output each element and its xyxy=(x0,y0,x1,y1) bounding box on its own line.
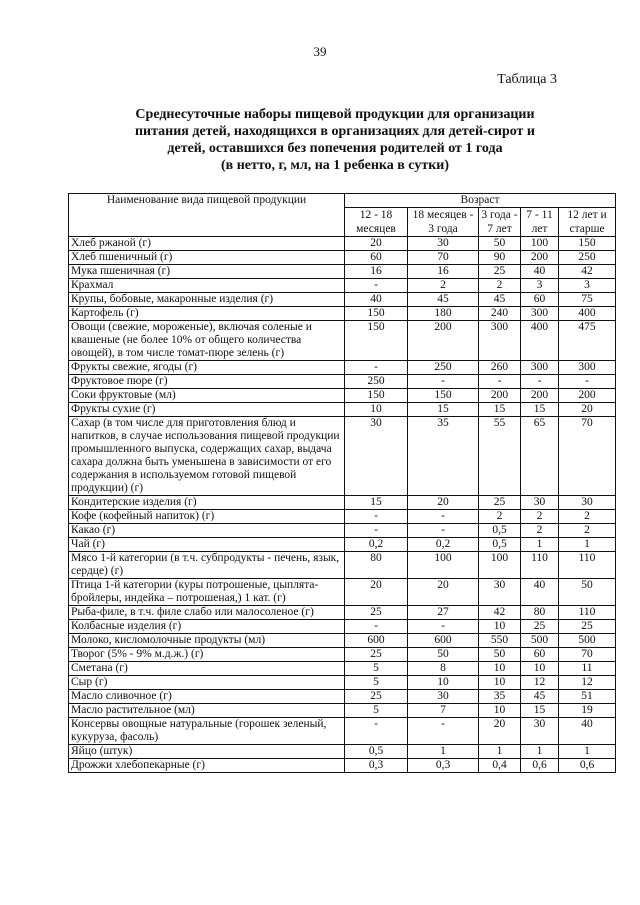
quantity-cell: 25 xyxy=(479,496,521,510)
quantity-cell: 150 xyxy=(345,307,408,321)
quantity-cell: 110 xyxy=(559,606,616,620)
product-name-cell: Дрожжи хлебопекарные (г) xyxy=(69,759,345,773)
quantity-cell: 60 xyxy=(521,648,559,662)
quantity-cell: 0,5 xyxy=(479,524,521,538)
quantity-cell: 30 xyxy=(521,496,559,510)
quantity-cell: 20 xyxy=(408,496,479,510)
page-title xyxy=(90,106,580,174)
product-name-cell: Хлеб ржаной (г) xyxy=(69,237,345,251)
quantity-cell: - xyxy=(408,510,479,524)
quantity-cell: - xyxy=(345,524,408,538)
quantity-cell: 300 xyxy=(521,361,559,375)
quantity-cell: 400 xyxy=(521,321,559,361)
quantity-cell: 2 xyxy=(521,510,559,524)
product-name-cell: Кофе (кофейный напиток) (г) xyxy=(69,510,345,524)
quantity-cell: 20 xyxy=(345,237,408,251)
product-name-cell: Фрукты свежие, ягоды (г) xyxy=(69,361,345,375)
product-name-cell: Картофель (г) xyxy=(69,307,345,321)
table-row xyxy=(69,662,616,676)
quantity-cell: 30 xyxy=(479,579,521,606)
quantity-cell: 16 xyxy=(345,265,408,279)
quantity-cell: 10 xyxy=(479,704,521,718)
quantity-cell: 200 xyxy=(408,321,479,361)
table-row xyxy=(69,606,616,620)
quantity-cell: 30 xyxy=(408,237,479,251)
header-age: 12 - 18 месяцев xyxy=(345,208,408,237)
quantity-cell: 250 xyxy=(345,375,408,389)
product-name-cell: Мясо 1-й категории (в т.ч. субпродукты - печень, язык, сердце) (г) xyxy=(69,552,345,579)
table-row xyxy=(69,510,616,524)
table-row xyxy=(69,307,616,321)
quantity-cell: 27 xyxy=(408,606,479,620)
quantity-cell: 475 xyxy=(559,321,616,361)
product-name-cell: Сахар (в том числе для приготовления блюд и напитков, в случае использования пищевой продукции промышленного выпуска, содержащих сахар, выдача сахара должна быть уменьшена в зависимости от его содержания в используемом готовой пищевой продукции) (г) xyxy=(69,417,345,496)
product-name-cell: Масло растительное (мл) xyxy=(69,704,345,718)
quantity-cell: 1 xyxy=(521,538,559,552)
quantity-cell: - xyxy=(408,524,479,538)
quantity-cell: 70 xyxy=(559,648,616,662)
product-name-cell: Соки фруктовые (мл) xyxy=(69,389,345,403)
quantity-cell: 30 xyxy=(345,417,408,496)
table-row xyxy=(69,265,616,279)
product-name-cell: Чай (г) xyxy=(69,538,345,552)
product-name-cell: Консервы овощные натуральные (горошек зеленый, кукуруза, фасоль) xyxy=(69,718,345,745)
quantity-cell: 20 xyxy=(479,718,521,745)
quantity-cell: 70 xyxy=(559,417,616,496)
quantity-cell: - xyxy=(521,375,559,389)
quantity-cell: 5 xyxy=(345,662,408,676)
quantity-cell: 150 xyxy=(345,389,408,403)
quantity-cell: 50 xyxy=(479,237,521,251)
quantity-cell: 11 xyxy=(559,662,616,676)
quantity-cell: 0,6 xyxy=(559,759,616,773)
quantity-cell: 45 xyxy=(479,293,521,307)
quantity-cell: 110 xyxy=(559,552,616,579)
quantity-cell: 3 xyxy=(559,279,616,293)
quantity-cell: 7 xyxy=(408,704,479,718)
product-name-cell: Фруктовое пюре (г) xyxy=(69,375,345,389)
quantity-cell: 150 xyxy=(345,321,408,361)
quantity-cell: - xyxy=(345,279,408,293)
food-norms-table xyxy=(68,193,616,773)
quantity-cell: 40 xyxy=(559,718,616,745)
table-row xyxy=(69,552,616,579)
quantity-cell: 0,4 xyxy=(479,759,521,773)
table-row xyxy=(69,745,616,759)
quantity-cell: - xyxy=(345,361,408,375)
product-name-cell: Фрукты сухие (г) xyxy=(69,403,345,417)
quantity-cell: 3 xyxy=(521,279,559,293)
table-row xyxy=(69,293,616,307)
quantity-cell: 1 xyxy=(479,745,521,759)
quantity-cell: 25 xyxy=(345,690,408,704)
table-row xyxy=(69,251,616,265)
header-age: 18 месяцев - 3 года xyxy=(408,208,479,237)
header-age: 7 - 11 лет xyxy=(521,208,559,237)
quantity-cell: 25 xyxy=(345,606,408,620)
quantity-cell: 10 xyxy=(408,676,479,690)
quantity-cell: 300 xyxy=(559,361,616,375)
quantity-cell: 180 xyxy=(408,307,479,321)
quantity-cell: 40 xyxy=(345,293,408,307)
quantity-cell: 5 xyxy=(345,676,408,690)
quantity-cell: 500 xyxy=(521,634,559,648)
title-line: (в нетто, г, мл, на 1 ребенка в сутки) xyxy=(220,158,450,173)
quantity-cell: 12 xyxy=(521,676,559,690)
table-row xyxy=(69,321,616,361)
quantity-cell: 2 xyxy=(559,524,616,538)
product-name-cell: Крахмал xyxy=(69,279,345,293)
quantity-cell: 8 xyxy=(408,662,479,676)
quantity-cell: 0,2 xyxy=(408,538,479,552)
table-row xyxy=(69,417,616,496)
table-row xyxy=(69,524,616,538)
quantity-cell: 2 xyxy=(408,279,479,293)
quantity-cell: 20 xyxy=(408,579,479,606)
quantity-cell: - xyxy=(559,375,616,389)
quantity-cell: 30 xyxy=(559,496,616,510)
quantity-cell: 50 xyxy=(408,648,479,662)
quantity-cell: 150 xyxy=(559,237,616,251)
table-row xyxy=(69,375,616,389)
quantity-cell: 65 xyxy=(521,417,559,496)
quantity-cell: 260 xyxy=(479,361,521,375)
quantity-cell: 250 xyxy=(408,361,479,375)
quantity-cell: 42 xyxy=(479,606,521,620)
table-label: Таблица 3 xyxy=(497,72,557,87)
quantity-cell: 75 xyxy=(559,293,616,307)
table-row xyxy=(69,704,616,718)
quantity-cell: 10 xyxy=(479,662,521,676)
quantity-cell: 35 xyxy=(408,417,479,496)
quantity-cell: 45 xyxy=(408,293,479,307)
quantity-cell: 0,3 xyxy=(408,759,479,773)
quantity-cell: - xyxy=(408,620,479,634)
quantity-cell: 80 xyxy=(345,552,408,579)
quantity-cell: 55 xyxy=(479,417,521,496)
table-row xyxy=(69,718,616,745)
quantity-cell: 15 xyxy=(408,403,479,417)
quantity-cell: 1 xyxy=(408,745,479,759)
quantity-cell: 40 xyxy=(521,579,559,606)
quantity-cell: 0,2 xyxy=(345,538,408,552)
quantity-cell: 200 xyxy=(559,389,616,403)
quantity-cell: 100 xyxy=(521,237,559,251)
product-name-cell: Крупы, бобовые, макаронные изделия (г) xyxy=(69,293,345,307)
quantity-cell: 250 xyxy=(559,251,616,265)
quantity-cell: 25 xyxy=(559,620,616,634)
quantity-cell: 80 xyxy=(521,606,559,620)
quantity-cell: 70 xyxy=(408,251,479,265)
quantity-cell: 2 xyxy=(559,510,616,524)
quantity-cell: 15 xyxy=(345,496,408,510)
quantity-cell: 1 xyxy=(559,745,616,759)
quantity-cell: 12 xyxy=(559,676,616,690)
product-name-cell: Яйцо (штук) xyxy=(69,745,345,759)
quantity-cell: 35 xyxy=(479,690,521,704)
quantity-cell: 110 xyxy=(521,552,559,579)
quantity-cell: 10 xyxy=(345,403,408,417)
table-row xyxy=(69,648,616,662)
product-name-cell: Творог (5% - 9% м.д.ж.) (г) xyxy=(69,648,345,662)
table-row xyxy=(69,237,616,251)
table-row xyxy=(69,579,616,606)
quantity-cell: 100 xyxy=(408,552,479,579)
quantity-cell: 600 xyxy=(408,634,479,648)
quantity-cell: 60 xyxy=(345,251,408,265)
quantity-cell: 0,5 xyxy=(345,745,408,759)
quantity-cell: 25 xyxy=(345,648,408,662)
product-name-cell: Птица 1-й категории (куры потрошеные, цыплята-бройлеры, индейка – потрошеная,) 1 кат. (г) xyxy=(69,579,345,606)
quantity-cell: 400 xyxy=(559,307,616,321)
quantity-cell: 10 xyxy=(479,676,521,690)
table-row xyxy=(69,620,616,634)
header-age-group: Возраст xyxy=(345,194,616,208)
quantity-cell: 5 xyxy=(345,704,408,718)
title-line: Среднесуточные наборы пищевой продукции для организации xyxy=(135,107,535,122)
quantity-cell: 0,3 xyxy=(345,759,408,773)
header-age: 3 года - 7 лет xyxy=(479,208,521,237)
quantity-cell: 2 xyxy=(479,279,521,293)
quantity-cell: 200 xyxy=(521,251,559,265)
quantity-cell: - xyxy=(479,375,521,389)
quantity-cell: - xyxy=(408,375,479,389)
quantity-cell: 15 xyxy=(521,403,559,417)
table-row xyxy=(69,676,616,690)
header-name-col: Наименование вида пищевой продукции xyxy=(69,194,345,237)
quantity-cell: 20 xyxy=(345,579,408,606)
quantity-cell: 50 xyxy=(559,579,616,606)
product-name-cell: Хлеб пшеничный (г) xyxy=(69,251,345,265)
product-name-cell: Сыр (г) xyxy=(69,676,345,690)
title-line: питания детей, находящихся в организациях для детей-сирот и xyxy=(134,124,536,139)
quantity-cell: 240 xyxy=(479,307,521,321)
quantity-cell: 25 xyxy=(521,620,559,634)
quantity-cell: 60 xyxy=(521,293,559,307)
quantity-cell: 51 xyxy=(559,690,616,704)
product-name-cell: Мука пшеничная (г) xyxy=(69,265,345,279)
table-row xyxy=(69,759,616,773)
table-row xyxy=(69,690,616,704)
quantity-cell: 30 xyxy=(408,690,479,704)
quantity-cell: 10 xyxy=(479,620,521,634)
quantity-cell: 600 xyxy=(345,634,408,648)
quantity-cell: 100 xyxy=(479,552,521,579)
table-row xyxy=(69,361,616,375)
quantity-cell: 2 xyxy=(521,524,559,538)
product-name-cell: Масло сливочное (г) xyxy=(69,690,345,704)
quantity-cell: 200 xyxy=(479,389,521,403)
page-number: 39 xyxy=(313,44,327,59)
quantity-cell: 42 xyxy=(559,265,616,279)
quantity-cell: 30 xyxy=(521,718,559,745)
quantity-cell: 0,6 xyxy=(521,759,559,773)
header-age: 12 лет и старше xyxy=(559,208,616,237)
quantity-cell: 50 xyxy=(479,648,521,662)
table-row xyxy=(69,538,616,552)
product-name-cell: Сметана (г) xyxy=(69,662,345,676)
quantity-cell: - xyxy=(345,718,408,745)
title-line: детей, оставшихся без попечения родителей от 1 года xyxy=(167,141,503,156)
quantity-cell: 10 xyxy=(521,662,559,676)
product-name-cell: Какао (г) xyxy=(69,524,345,538)
table-row xyxy=(69,496,616,510)
quantity-cell: 45 xyxy=(521,690,559,704)
product-name-cell: Молоко, кисломолочные продукты (мл) xyxy=(69,634,345,648)
quantity-cell: 500 xyxy=(559,634,616,648)
quantity-cell: 300 xyxy=(479,321,521,361)
quantity-cell: 1 xyxy=(521,745,559,759)
quantity-cell: 15 xyxy=(521,704,559,718)
quantity-cell: 16 xyxy=(408,265,479,279)
quantity-cell: 550 xyxy=(479,634,521,648)
quantity-cell: 90 xyxy=(479,251,521,265)
product-name-cell: Рыба-филе, в т.ч. филе слабо или малосоленое (г) xyxy=(69,606,345,620)
table-row xyxy=(69,403,616,417)
quantity-cell: 2 xyxy=(479,510,521,524)
product-name-cell: Колбасные изделия (г) xyxy=(69,620,345,634)
quantity-cell: - xyxy=(408,718,479,745)
table-row xyxy=(69,634,616,648)
quantity-cell: 1 xyxy=(559,538,616,552)
quantity-cell: - xyxy=(345,510,408,524)
quantity-cell: - xyxy=(345,620,408,634)
quantity-cell: 150 xyxy=(408,389,479,403)
product-name-cell: Кондитерские изделия (г) xyxy=(69,496,345,510)
product-name-cell: Овощи (свежие, мороженые), включая соленые и квашеные (не более 10% от общего количества овощей), в том числе томат-пюре зелень (г) xyxy=(69,321,345,361)
quantity-cell: 19 xyxy=(559,704,616,718)
table-row xyxy=(69,389,616,403)
quantity-cell: 15 xyxy=(479,403,521,417)
quantity-cell: 20 xyxy=(559,403,616,417)
quantity-cell: 0,5 xyxy=(479,538,521,552)
table-row xyxy=(69,279,616,293)
quantity-cell: 25 xyxy=(479,265,521,279)
quantity-cell: 200 xyxy=(521,389,559,403)
quantity-cell: 300 xyxy=(521,307,559,321)
quantity-cell: 40 xyxy=(521,265,559,279)
